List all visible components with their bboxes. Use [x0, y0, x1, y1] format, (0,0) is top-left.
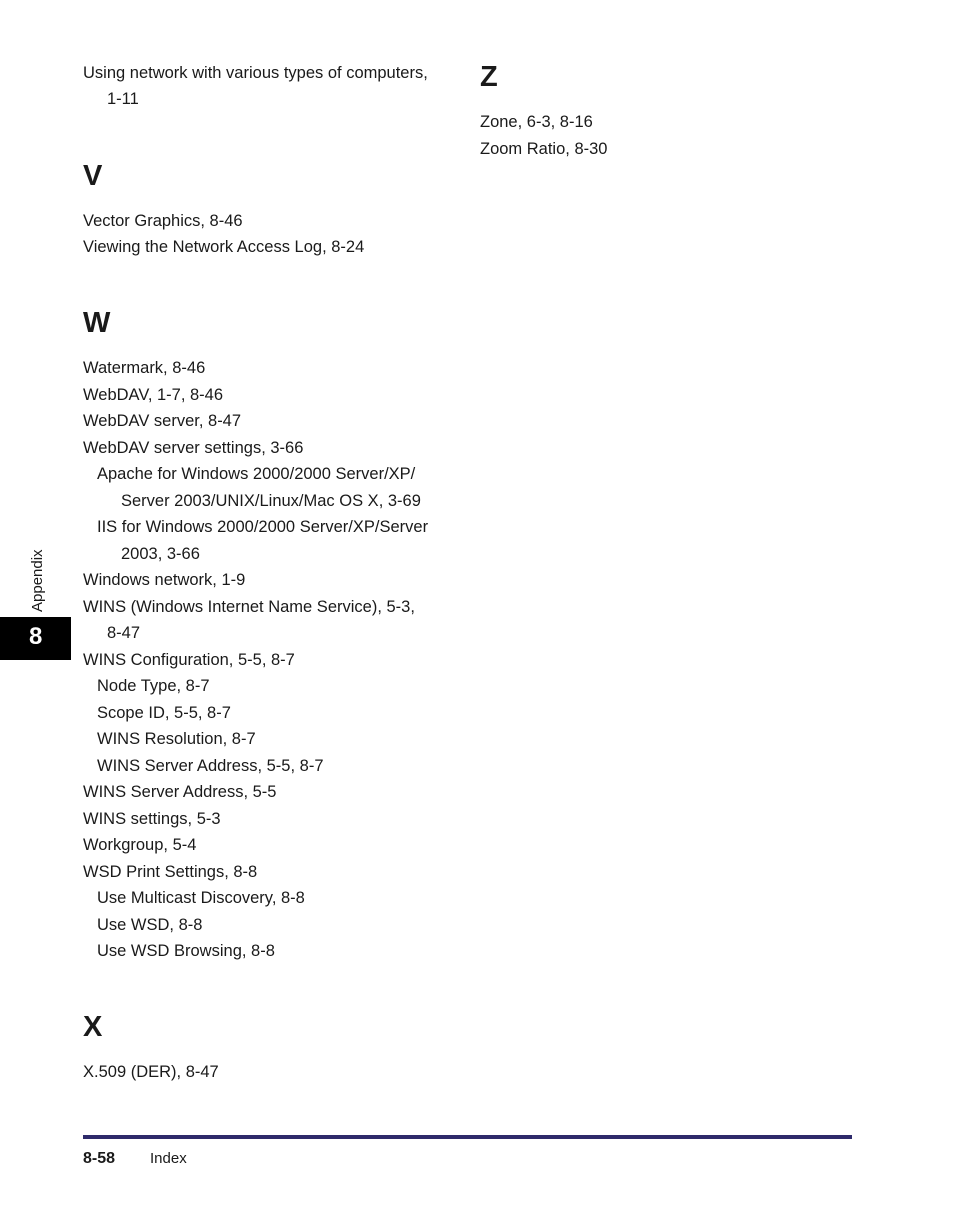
index-entry: WINS (Windows Internet Name Service), 5-3, — [83, 598, 415, 616]
index-entry: WINS Configuration, 5-5, 8-7 — [83, 651, 295, 669]
chapter-tab — [0, 617, 71, 660]
index-entry: Viewing the Network Access Log, 8-24 — [83, 238, 365, 256]
index-subentry: IIS for Windows 2000/2000 Server/XP/Server — [97, 518, 429, 536]
index-subentry: 2003, 3-66 — [121, 545, 200, 563]
index-entry: Windows network, 1-9 — [83, 571, 246, 589]
index-entry: X.509 (DER), 8-47 — [83, 1063, 219, 1081]
index-letter-heading: W — [83, 307, 111, 339]
index-subentry: WINS Resolution, 8-7 — [97, 730, 256, 748]
index-entry: Watermark, 8-46 — [83, 359, 206, 377]
index-subentry: Use WSD Browsing, 8-8 — [97, 942, 275, 960]
index-entry: WebDAV server settings, 3-66 — [83, 439, 304, 457]
index-entry: WSD Print Settings, 8-8 — [83, 863, 258, 881]
index-entry: Using network with various types of computers, — [83, 64, 428, 82]
index-subentry: 1-11 — [107, 90, 139, 108]
chapter-number: 8 — [29, 623, 43, 650]
index-subentry: Scope ID, 5-5, 8-7 — [97, 704, 231, 722]
footer-section-title: Index — [150, 1150, 187, 1167]
index-entry: WINS settings, 5-3 — [83, 810, 221, 828]
index-letter-heading: V — [83, 160, 103, 192]
index-entry: WINS Server Address, 5-5 — [83, 783, 277, 801]
index-subentry: WINS Server Address, 5-5, 8-7 — [97, 757, 324, 775]
index-entry: WebDAV server, 8-47 — [83, 412, 242, 430]
index-subentry: Node Type, 8-7 — [97, 677, 210, 695]
chapter-side-label: Appendix — [29, 549, 46, 612]
index-entry: Zone, 6-3, 8-16 — [480, 113, 593, 131]
index-subentry: Use WSD, 8-8 — [97, 916, 203, 934]
index-letter-heading: Z — [480, 61, 498, 93]
index-subentry: 8-47 — [107, 624, 141, 642]
index-subentry: Apache for Windows 2000/2000 Server/XP/ — [97, 465, 416, 483]
index-subentry: Server 2003/UNIX/Linux/Mac OS X, 3-69 — [121, 492, 421, 510]
index-entry: Zoom Ratio, 8-30 — [480, 140, 608, 158]
index-entry: Workgroup, 5-4 — [83, 836, 197, 854]
index-entry: Vector Graphics, 8-46 — [83, 212, 243, 230]
footer-rule — [83, 1135, 852, 1139]
index-entry: WebDAV, 1-7, 8-46 — [83, 386, 224, 404]
index-subentry: Use Multicast Discovery, 8-8 — [97, 889, 305, 907]
footer-page-number: 8-58 — [83, 1150, 116, 1167]
index-letter-heading: X — [83, 1011, 103, 1043]
